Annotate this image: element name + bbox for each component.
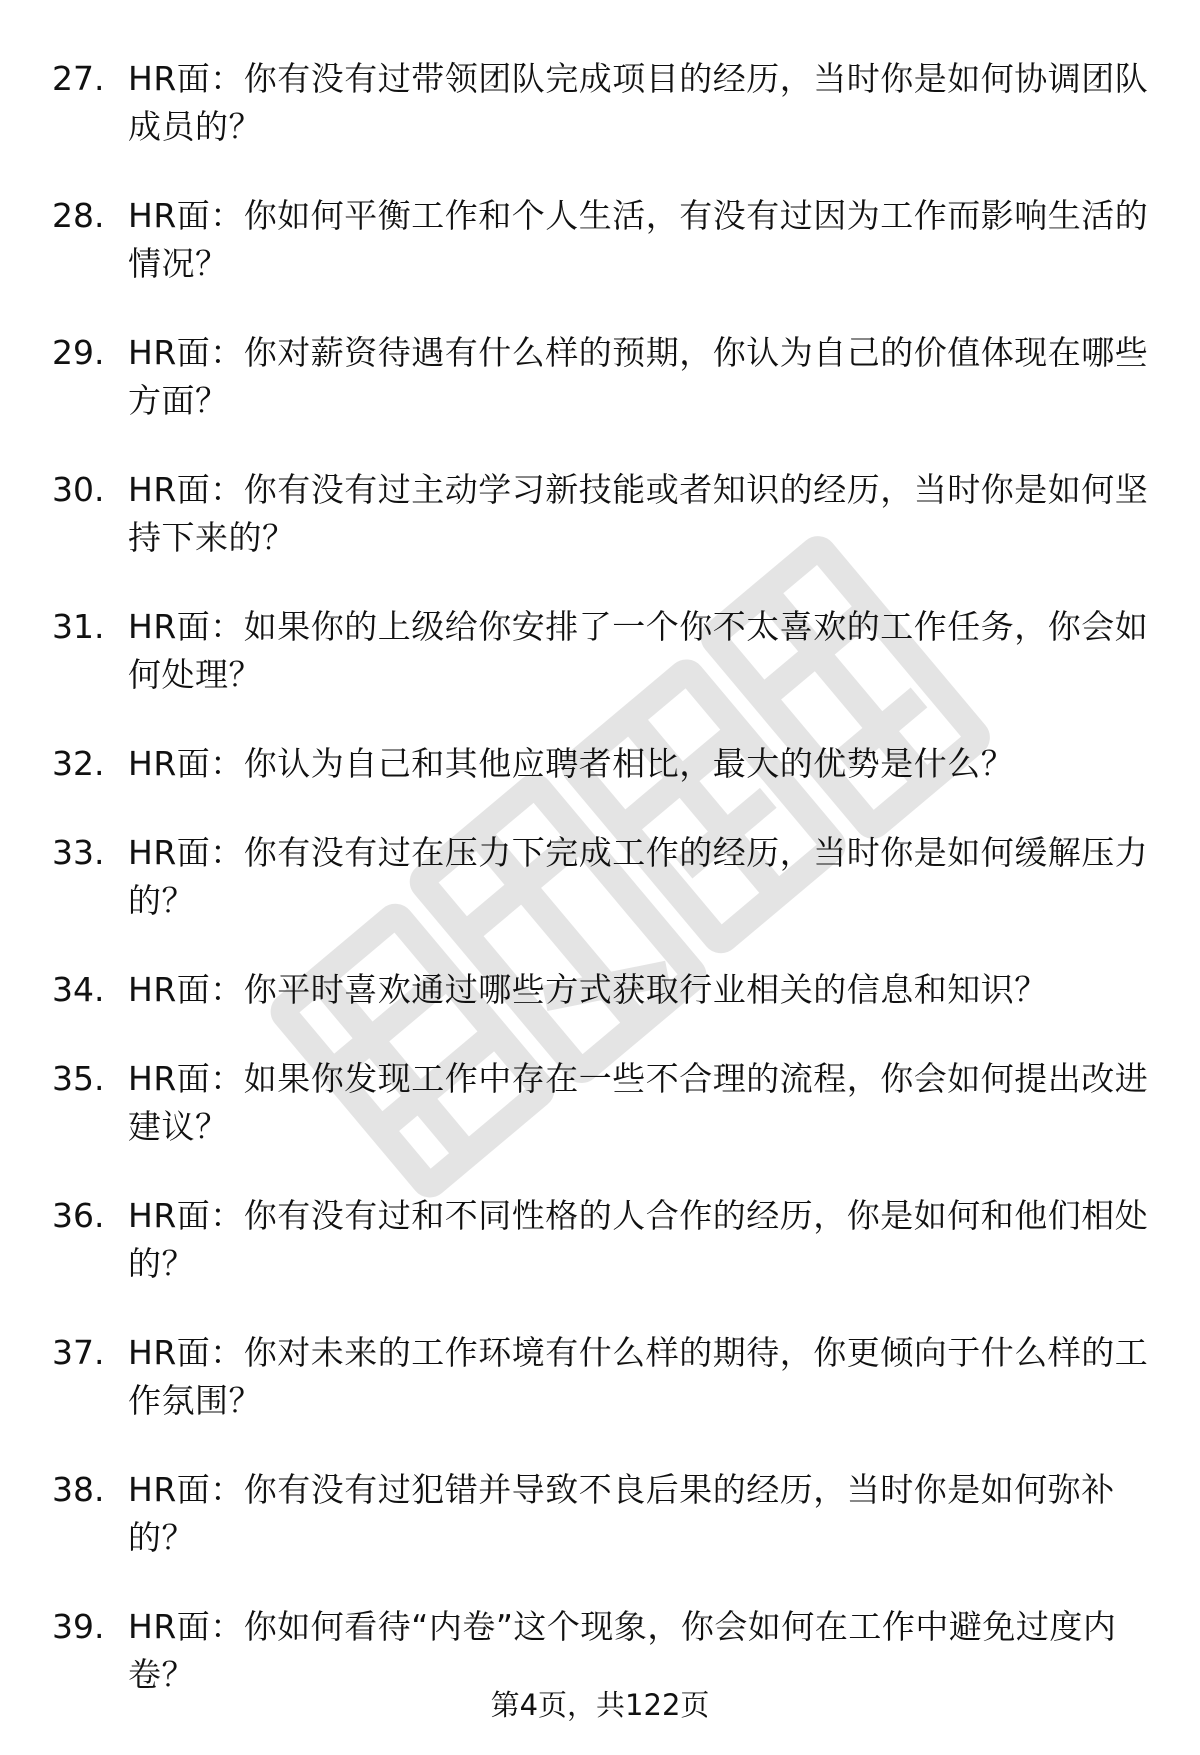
question-text: HR面：你认为自己和其他应聘者相比，最大的优势是什么？ [128, 744, 1015, 783]
question-number: 27. [52, 59, 105, 98]
question-item [0, 55, 1200, 151]
question-item [0, 1192, 1200, 1288]
question-number: 33. [52, 833, 105, 872]
question-number: 37. [52, 1333, 105, 1372]
question-number: 39. [52, 1607, 105, 1646]
question-number: 32. [52, 744, 105, 783]
question-text: HR面：你有没有过和不同性格的人合作的经历，你是如何和他们相处的？ [128, 1196, 1149, 1283]
question-text: HR面：如果你发现工作中存在一些不合理的流程，你会如何提出改进建议？ [128, 1059, 1149, 1146]
question-item [0, 966, 1200, 1014]
question-item [0, 603, 1200, 699]
question-text: HR面：你有没有过主动学习新技能或者知识的经历，当时你是如何坚持下来的？ [128, 470, 1149, 557]
question-item [0, 466, 1200, 562]
question-number: 38. [52, 1470, 105, 1509]
question-number: 29. [52, 333, 105, 372]
question-number: 30. [52, 470, 105, 509]
question-number: 34. [52, 970, 105, 1009]
question-text: HR面：你有没有过带领团队完成项目的经历，当时你是如何协调团队成员的？ [128, 59, 1149, 146]
question-item [0, 329, 1200, 425]
question-text: HR面：你有没有过在压力下完成工作的经历，当时你是如何缓解压力的？ [128, 833, 1149, 920]
question-number: 28. [52, 196, 105, 235]
question-text: HR面：你平时喜欢通过哪些方式获取行业相关的信息和知识？ [128, 970, 1048, 1009]
question-text: HR面：你有没有过犯错并导致不良后果的经历，当时你是如何弥补的？ [128, 1470, 1115, 1557]
question-text: HR面：如果你的上级给你安排了一个你不太喜欢的工作任务，你会如何处理？ [128, 607, 1149, 694]
question-item [0, 1466, 1200, 1562]
page-number-label: 第4页，共122页 [490, 1688, 710, 1722]
question-text: HR面：你如何看待“内卷”这个现象，你会如何在工作中避免过度内卷？ [128, 1607, 1117, 1694]
question-item [0, 1055, 1200, 1151]
question-number: 31. [52, 607, 105, 646]
question-text: HR面：你对未来的工作环境有什么样的期待，你更倾向于什么样的工作氛围？ [128, 1333, 1149, 1420]
question-text: HR面：你对薪资待遇有什么样的预期，你认为自己的价值体现在哪些方面？ [128, 333, 1149, 420]
question-number: 36. [52, 1196, 105, 1235]
question-item [0, 740, 1200, 788]
page-footer [0, 1685, 1200, 1725]
question-item [0, 1329, 1200, 1425]
question-list [0, 55, 1200, 1740]
question-item [0, 829, 1200, 925]
question-text: HR面：你如何平衡工作和个人生活，有没有过因为工作而影响生活的情况？ [128, 196, 1149, 283]
question-number: 35. [52, 1059, 105, 1098]
question-item [0, 192, 1200, 288]
